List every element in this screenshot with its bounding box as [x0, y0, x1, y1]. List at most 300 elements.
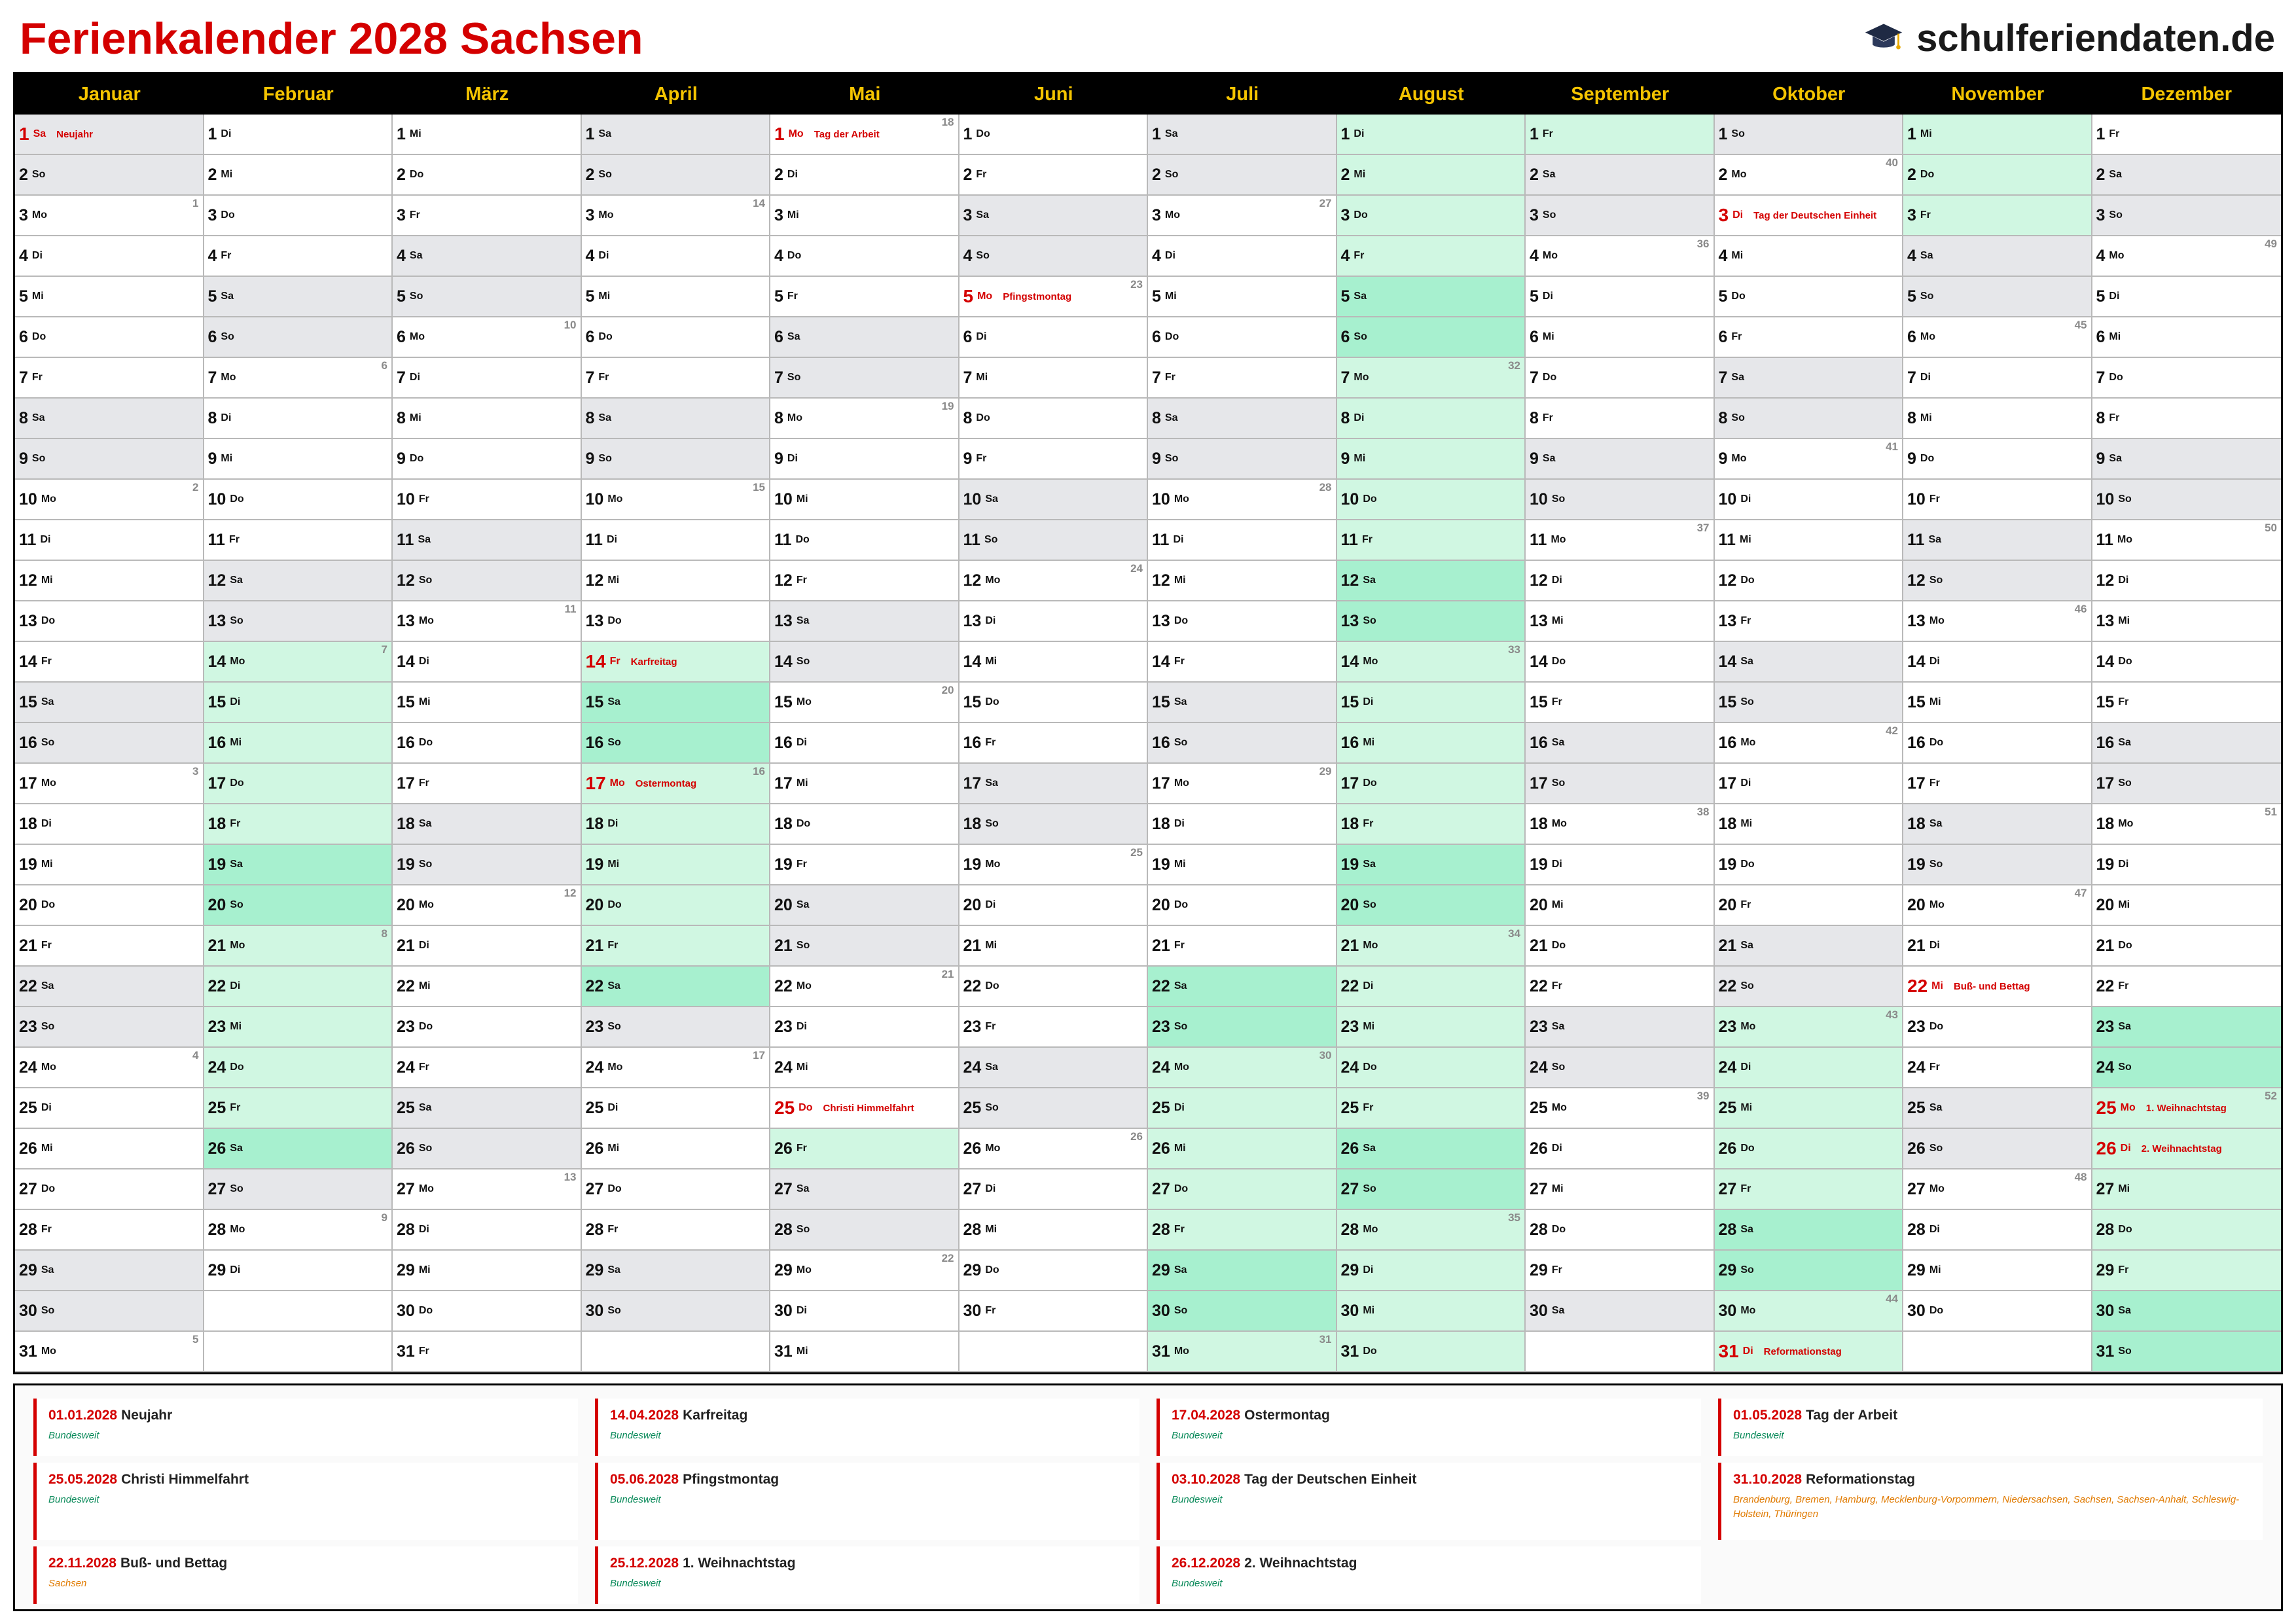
day-cell[interactable] [1715, 642, 1904, 683]
day-cell[interactable] [204, 845, 393, 885]
day-cell[interactable] [1903, 236, 2092, 277]
day-cell[interactable] [960, 115, 1149, 155]
day-cell[interactable] [2092, 155, 2282, 196]
day-cell[interactable] [960, 1169, 1149, 1210]
day-cell[interactable] [15, 926, 204, 967]
day-cell[interactable] [2092, 1007, 2282, 1048]
day-cell[interactable] [1337, 683, 1526, 723]
day-cell[interactable] [960, 764, 1149, 804]
day-cell[interactable] [1526, 520, 1715, 561]
day-cell[interactable] [393, 399, 582, 439]
day-cell[interactable] [1903, 439, 2092, 480]
day-cell[interactable] [204, 1210, 393, 1251]
day-cell[interactable] [960, 1210, 1149, 1251]
day-cell[interactable] [393, 155, 582, 196]
day-cell[interactable] [1148, 358, 1337, 399]
day-cell[interactable] [1526, 1007, 1715, 1048]
day-cell[interactable] [582, 358, 771, 399]
day-cell[interactable] [960, 926, 1149, 967]
day-cell[interactable] [1337, 764, 1526, 804]
day-cell[interactable] [1903, 277, 2092, 317]
day-cell[interactable] [1337, 967, 1526, 1007]
day-cell[interactable] [1715, 926, 1904, 967]
day-cell[interactable] [204, 601, 393, 642]
day-cell[interactable] [1903, 1048, 2092, 1088]
day-cell[interactable] [393, 236, 582, 277]
day-cell[interactable] [1715, 115, 1904, 155]
day-cell[interactable] [15, 642, 204, 683]
day-cell[interactable] [1903, 967, 2092, 1007]
day-cell[interactable] [960, 236, 1149, 277]
day-cell[interactable] [393, 601, 582, 642]
day-cell[interactable] [1715, 764, 1904, 804]
day-cell[interactable] [2092, 115, 2282, 155]
day-cell[interactable] [582, 561, 771, 601]
day-cell[interactable] [770, 1332, 960, 1372]
day-cell[interactable] [1903, 845, 2092, 885]
day-cell[interactable] [1526, 723, 1715, 764]
day-cell[interactable] [393, 683, 582, 723]
day-cell[interactable] [582, 845, 771, 885]
day-cell[interactable] [204, 1048, 393, 1088]
day-cell[interactable] [582, 317, 771, 358]
day-cell[interactable] [393, 115, 582, 155]
day-cell[interactable] [1526, 317, 1715, 358]
day-cell[interactable] [770, 804, 960, 845]
day-cell[interactable] [960, 317, 1149, 358]
day-cell[interactable] [15, 480, 204, 520]
day-cell[interactable] [204, 1088, 393, 1129]
day-cell[interactable] [770, 399, 960, 439]
day-cell[interactable] [1337, 723, 1526, 764]
day-cell[interactable] [582, 1129, 771, 1169]
day-cell[interactable] [15, 1088, 204, 1129]
day-cell[interactable] [582, 642, 771, 683]
day-cell[interactable] [1715, 804, 1904, 845]
day-cell[interactable] [1148, 155, 1337, 196]
day-cell[interactable] [204, 236, 393, 277]
day-cell[interactable] [1337, 561, 1526, 601]
day-cell[interactable] [1337, 358, 1526, 399]
day-cell[interactable] [1148, 236, 1337, 277]
day-cell[interactable] [770, 1088, 960, 1129]
day-cell[interactable] [2092, 561, 2282, 601]
day-cell[interactable] [393, 967, 582, 1007]
day-cell[interactable] [204, 764, 393, 804]
day-cell[interactable] [1148, 601, 1337, 642]
day-cell[interactable] [393, 642, 582, 683]
day-cell[interactable] [1526, 155, 1715, 196]
day-cell[interactable] [582, 1291, 771, 1332]
day-cell[interactable] [770, 1169, 960, 1210]
day-cell[interactable] [1337, 885, 1526, 926]
day-cell[interactable] [15, 723, 204, 764]
day-cell[interactable] [582, 520, 771, 561]
day-cell[interactable] [1903, 683, 2092, 723]
day-cell[interactable] [770, 358, 960, 399]
day-cell[interactable] [15, 1129, 204, 1169]
day-cell[interactable] [1715, 601, 1904, 642]
day-cell[interactable] [582, 1169, 771, 1210]
day-cell[interactable] [1903, 155, 2092, 196]
day-cell[interactable] [15, 683, 204, 723]
day-cell[interactable] [15, 885, 204, 926]
day-cell[interactable] [770, 1251, 960, 1291]
day-cell[interactable] [1715, 439, 1904, 480]
day-cell[interactable] [770, 885, 960, 926]
day-cell[interactable] [1148, 1007, 1337, 1048]
day-cell[interactable] [1148, 1088, 1337, 1129]
day-cell[interactable] [770, 642, 960, 683]
day-cell[interactable] [1526, 683, 1715, 723]
day-cell[interactable] [770, 196, 960, 236]
day-cell[interactable] [1903, 399, 2092, 439]
day-cell[interactable] [1337, 1007, 1526, 1048]
day-cell[interactable] [960, 1088, 1149, 1129]
day-cell[interactable] [960, 845, 1149, 885]
day-cell[interactable] [204, 1251, 393, 1291]
day-cell[interactable] [1148, 926, 1337, 967]
day-cell[interactable] [1526, 1251, 1715, 1291]
day-cell[interactable] [1715, 399, 1904, 439]
day-cell[interactable] [1903, 561, 2092, 601]
day-cell[interactable] [393, 926, 582, 967]
day-cell[interactable] [1148, 196, 1337, 236]
day-cell[interactable] [1337, 236, 1526, 277]
day-cell[interactable] [1715, 683, 1904, 723]
day-cell[interactable] [1715, 1129, 1904, 1169]
day-cell[interactable] [1337, 926, 1526, 967]
day-cell[interactable] [1148, 764, 1337, 804]
day-cell[interactable] [1148, 520, 1337, 561]
day-cell[interactable] [1903, 1088, 2092, 1129]
day-cell[interactable] [2092, 683, 2282, 723]
day-cell[interactable] [960, 520, 1149, 561]
day-cell[interactable] [1337, 1210, 1526, 1251]
day-cell[interactable] [960, 399, 1149, 439]
day-cell[interactable] [1715, 1088, 1904, 1129]
day-cell[interactable] [1337, 277, 1526, 317]
day-cell[interactable] [2092, 520, 2282, 561]
day-cell[interactable] [770, 1048, 960, 1088]
day-cell[interactable] [204, 196, 393, 236]
day-cell[interactable] [1903, 723, 2092, 764]
day-cell[interactable] [2092, 601, 2282, 642]
day-cell[interactable] [960, 885, 1149, 926]
day-cell[interactable] [2092, 317, 2282, 358]
day-cell[interactable] [15, 439, 204, 480]
day-cell[interactable] [1715, 155, 1904, 196]
day-cell[interactable] [393, 1210, 582, 1251]
day-cell[interactable] [770, 520, 960, 561]
day-cell[interactable] [1337, 1169, 1526, 1210]
day-cell[interactable] [393, 480, 582, 520]
day-cell[interactable] [1148, 1169, 1337, 1210]
day-cell[interactable] [1148, 277, 1337, 317]
day-cell[interactable] [960, 277, 1149, 317]
day-cell[interactable] [1715, 358, 1904, 399]
day-cell[interactable] [1148, 1048, 1337, 1088]
day-cell[interactable] [393, 196, 582, 236]
day-cell[interactable] [770, 683, 960, 723]
day-cell[interactable] [960, 642, 1149, 683]
day-cell[interactable] [1337, 317, 1526, 358]
day-cell[interactable] [1903, 1291, 2092, 1332]
day-cell[interactable] [2092, 196, 2282, 236]
day-cell[interactable] [1337, 1048, 1526, 1088]
day-cell[interactable] [1148, 723, 1337, 764]
day-cell[interactable] [1715, 1169, 1904, 1210]
day-cell[interactable] [2092, 480, 2282, 520]
day-cell[interactable] [1903, 601, 2092, 642]
day-cell[interactable] [1526, 358, 1715, 399]
day-cell[interactable] [2092, 277, 2282, 317]
day-cell[interactable] [393, 1332, 582, 1372]
day-cell[interactable] [2092, 967, 2282, 1007]
day-cell[interactable] [1715, 561, 1904, 601]
day-cell[interactable] [15, 277, 204, 317]
day-cell[interactable] [1337, 804, 1526, 845]
day-cell[interactable] [770, 480, 960, 520]
day-cell[interactable] [204, 520, 393, 561]
day-cell[interactable] [1337, 1332, 1526, 1372]
day-cell[interactable] [15, 1291, 204, 1332]
day-cell[interactable] [1148, 1332, 1337, 1372]
day-cell[interactable] [15, 1169, 204, 1210]
day-cell[interactable] [2092, 1048, 2282, 1088]
day-cell[interactable] [1337, 439, 1526, 480]
day-cell[interactable] [1715, 236, 1904, 277]
day-cell[interactable] [1715, 520, 1904, 561]
day-cell[interactable] [1715, 1251, 1904, 1291]
day-cell[interactable] [582, 399, 771, 439]
day-cell[interactable] [1903, 115, 2092, 155]
day-cell[interactable] [15, 1210, 204, 1251]
day-cell[interactable] [1903, 885, 2092, 926]
day-cell[interactable] [1148, 683, 1337, 723]
day-cell[interactable] [2092, 1129, 2282, 1169]
day-cell[interactable] [15, 1007, 204, 1048]
day-cell[interactable] [204, 277, 393, 317]
day-cell[interactable] [1148, 1210, 1337, 1251]
day-cell[interactable] [1337, 845, 1526, 885]
day-cell[interactable] [15, 115, 204, 155]
day-cell[interactable] [770, 155, 960, 196]
day-cell[interactable] [1903, 1169, 2092, 1210]
day-cell[interactable] [1337, 520, 1526, 561]
day-cell[interactable] [1526, 926, 1715, 967]
day-cell[interactable] [2092, 358, 2282, 399]
day-cell[interactable] [770, 1291, 960, 1332]
day-cell[interactable] [2092, 723, 2282, 764]
day-cell[interactable] [1526, 399, 1715, 439]
day-cell[interactable] [393, 439, 582, 480]
day-cell[interactable] [582, 683, 771, 723]
day-cell[interactable] [770, 317, 960, 358]
day-cell[interactable] [1148, 804, 1337, 845]
day-cell[interactable] [582, 967, 771, 1007]
day-cell[interactable] [960, 155, 1149, 196]
day-cell[interactable] [1526, 1210, 1715, 1251]
day-cell[interactable] [1526, 642, 1715, 683]
day-cell[interactable] [582, 926, 771, 967]
day-cell[interactable] [1903, 358, 2092, 399]
day-cell[interactable] [204, 885, 393, 926]
day-cell[interactable] [15, 764, 204, 804]
day-cell[interactable] [960, 1251, 1149, 1291]
day-cell[interactable] [393, 1251, 582, 1291]
day-cell[interactable] [770, 967, 960, 1007]
day-cell[interactable] [770, 561, 960, 601]
day-cell[interactable] [1715, 277, 1904, 317]
day-cell[interactable] [582, 1251, 771, 1291]
day-cell[interactable] [2092, 926, 2282, 967]
day-cell[interactable] [582, 1007, 771, 1048]
day-cell[interactable] [1526, 804, 1715, 845]
day-cell[interactable] [204, 399, 393, 439]
day-cell[interactable] [2092, 1332, 2282, 1372]
day-cell[interactable] [582, 885, 771, 926]
day-cell[interactable] [393, 1088, 582, 1129]
day-cell[interactable] [960, 480, 1149, 520]
day-cell[interactable] [770, 1007, 960, 1048]
day-cell[interactable] [15, 317, 204, 358]
day-cell[interactable] [582, 277, 771, 317]
day-cell[interactable] [1148, 1251, 1337, 1291]
day-cell[interactable] [2092, 764, 2282, 804]
day-cell[interactable] [204, 723, 393, 764]
day-cell[interactable] [1526, 277, 1715, 317]
day-cell[interactable] [393, 277, 582, 317]
day-cell[interactable] [2092, 642, 2282, 683]
day-cell[interactable] [770, 439, 960, 480]
day-cell[interactable] [1337, 642, 1526, 683]
day-cell[interactable] [960, 1048, 1149, 1088]
day-cell[interactable] [582, 1210, 771, 1251]
day-cell[interactable] [393, 561, 582, 601]
day-cell[interactable] [1526, 1048, 1715, 1088]
day-cell[interactable] [770, 764, 960, 804]
day-cell[interactable] [15, 561, 204, 601]
day-cell[interactable] [1526, 236, 1715, 277]
day-cell[interactable] [1526, 115, 1715, 155]
day-cell[interactable] [1903, 804, 2092, 845]
day-cell[interactable] [2092, 1251, 2282, 1291]
day-cell[interactable] [960, 358, 1149, 399]
day-cell[interactable] [582, 480, 771, 520]
day-cell[interactable] [1337, 1251, 1526, 1291]
day-cell[interactable] [582, 236, 771, 277]
day-cell[interactable] [204, 439, 393, 480]
day-cell[interactable] [582, 196, 771, 236]
day-cell[interactable] [15, 399, 204, 439]
day-cell[interactable] [960, 196, 1149, 236]
day-cell[interactable] [204, 115, 393, 155]
day-cell[interactable] [204, 967, 393, 1007]
day-cell[interactable] [1337, 399, 1526, 439]
day-cell[interactable] [1715, 196, 1904, 236]
day-cell[interactable] [2092, 1291, 2282, 1332]
day-cell[interactable] [1337, 196, 1526, 236]
day-cell[interactable] [15, 967, 204, 1007]
day-cell[interactable] [1526, 1129, 1715, 1169]
day-cell[interactable] [1903, 642, 2092, 683]
day-cell[interactable] [15, 520, 204, 561]
day-cell[interactable] [15, 1332, 204, 1372]
day-cell[interactable] [960, 1291, 1149, 1332]
day-cell[interactable] [1148, 399, 1337, 439]
day-cell[interactable] [393, 1048, 582, 1088]
day-cell[interactable] [1715, 1048, 1904, 1088]
day-cell[interactable] [15, 1251, 204, 1291]
day-cell[interactable] [582, 1088, 771, 1129]
day-cell[interactable] [204, 926, 393, 967]
day-cell[interactable] [393, 317, 582, 358]
day-cell[interactable] [1526, 480, 1715, 520]
day-cell[interactable] [15, 804, 204, 845]
day-cell[interactable] [582, 723, 771, 764]
day-cell[interactable] [2092, 399, 2282, 439]
day-cell[interactable] [770, 1129, 960, 1169]
day-cell[interactable] [1337, 601, 1526, 642]
day-cell[interactable] [960, 561, 1149, 601]
day-cell[interactable] [2092, 804, 2282, 845]
day-cell[interactable] [1526, 885, 1715, 926]
day-cell[interactable] [15, 155, 204, 196]
day-cell[interactable] [1715, 317, 1904, 358]
day-cell[interactable] [1715, 1007, 1904, 1048]
day-cell[interactable] [770, 845, 960, 885]
day-cell[interactable] [1148, 115, 1337, 155]
day-cell[interactable] [15, 1048, 204, 1088]
day-cell[interactable] [1903, 926, 2092, 967]
day-cell[interactable] [1903, 196, 2092, 236]
day-cell[interactable] [1337, 1129, 1526, 1169]
day-cell[interactable] [1903, 1210, 2092, 1251]
day-cell[interactable] [204, 561, 393, 601]
day-cell[interactable] [204, 1169, 393, 1210]
day-cell[interactable] [770, 277, 960, 317]
day-cell[interactable] [960, 967, 1149, 1007]
day-cell[interactable] [204, 804, 393, 845]
day-cell[interactable] [204, 317, 393, 358]
day-cell[interactable] [1148, 885, 1337, 926]
day-cell[interactable] [204, 480, 393, 520]
day-cell[interactable] [582, 804, 771, 845]
day-cell[interactable] [1337, 1088, 1526, 1129]
day-cell[interactable] [1526, 196, 1715, 236]
day-cell[interactable] [393, 1129, 582, 1169]
day-cell[interactable] [393, 1169, 582, 1210]
day-cell[interactable] [770, 236, 960, 277]
day-cell[interactable] [393, 723, 582, 764]
day-cell[interactable] [1148, 480, 1337, 520]
day-cell[interactable] [393, 764, 582, 804]
day-cell[interactable] [1715, 845, 1904, 885]
day-cell[interactable] [1337, 115, 1526, 155]
day-cell[interactable] [1526, 561, 1715, 601]
day-cell[interactable] [393, 845, 582, 885]
day-cell[interactable] [1337, 1291, 1526, 1332]
day-cell[interactable] [15, 196, 204, 236]
day-cell[interactable] [2092, 885, 2282, 926]
day-cell[interactable] [393, 1291, 582, 1332]
day-cell[interactable] [1903, 317, 2092, 358]
day-cell[interactable] [1903, 764, 2092, 804]
day-cell[interactable] [960, 683, 1149, 723]
day-cell[interactable] [1526, 764, 1715, 804]
day-cell[interactable] [770, 723, 960, 764]
